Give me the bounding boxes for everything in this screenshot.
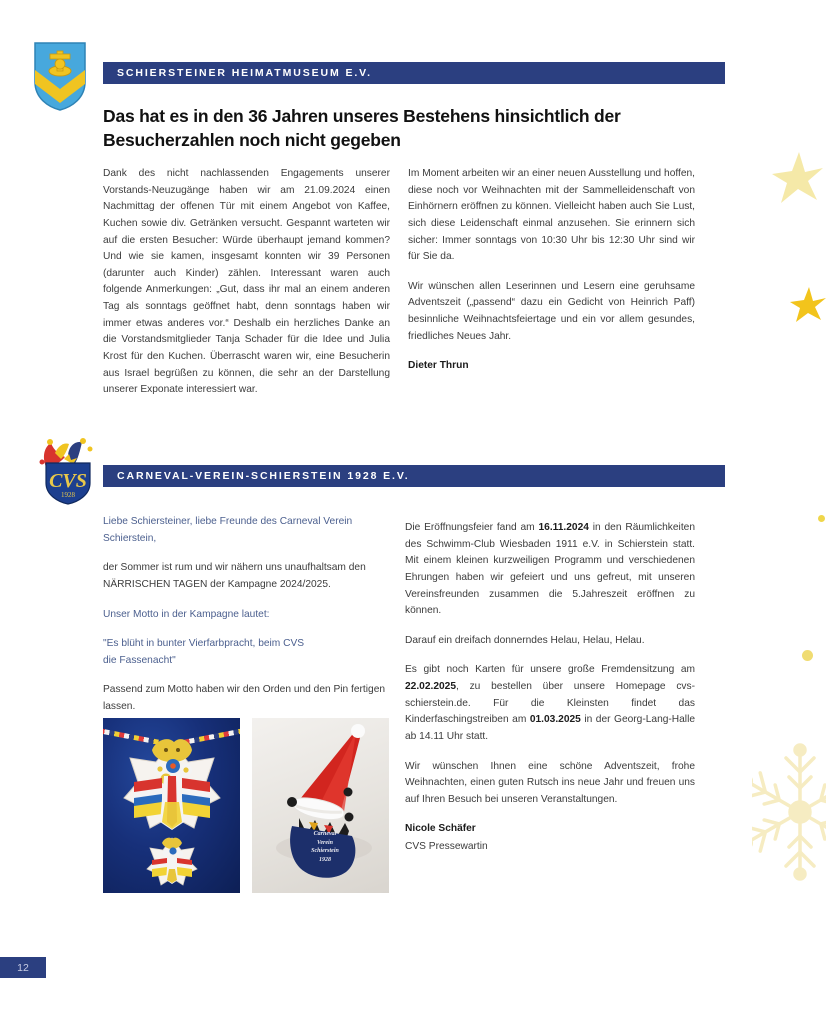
article-signature: Dieter Thrun bbox=[408, 360, 469, 372]
dot-medium-gold-icon bbox=[802, 650, 813, 661]
plaque-line: Verein bbox=[316, 839, 333, 846]
svg-text:1928: 1928 bbox=[61, 491, 75, 499]
article-headline: Das hat es in den 36 Jahren unseres Bestehens hinsichtlich der Besucherzahlen noch nicht gegeben bbox=[103, 106, 621, 151]
section-bar-heimatmuseum bbox=[103, 62, 725, 84]
paragraph: Wir wünschen allen Leserinnen und Lesern eine geruhsame Adventszeit („passend“ dazu ein Gedicht von Heinrich Paff) besinnliche Weihnachtsfeiertage und ein vor allem gesundes, friedliches Neues Jahr. bbox=[408, 280, 695, 342]
plaque-line: Schierstein bbox=[311, 848, 339, 855]
cvs-photo-gallery bbox=[103, 718, 389, 893]
star-large-pale-icon bbox=[772, 150, 824, 206]
text-run: Die Eröffnungsfeier fand am bbox=[405, 522, 539, 533]
paragraph: Darauf ein dreifach donnerndes Helau, Helau, Helau. bbox=[405, 634, 645, 646]
paragraph: Unser Motto in der Kampagne lautet: bbox=[103, 608, 270, 620]
svg-text:CVS: CVS bbox=[49, 470, 87, 492]
text-run: in den Räumlichkeiten des Schwimm-Club Wiesbaden 1911 e.V. in Schierstein statt. Mit einem kleinen kurzweiligen Programm und verschiedenen Ehrungen haben wir gefeiert und uns gefreut, mit unseren Vereinsfreunden zusammen die 5.Jahreszeit eröffnen zu können. bbox=[405, 522, 695, 617]
plaque-line: 1928 bbox=[319, 857, 331, 864]
cvs-body-left bbox=[103, 514, 390, 729]
page-number: 12 bbox=[17, 961, 29, 974]
carnival-orden-small bbox=[143, 836, 201, 888]
text-run: Es gibt noch Karten für unsere große Fremdensitzung am bbox=[405, 664, 695, 676]
paragraph: Im Moment arbeiten wir an einer neuen Ausstellung und hoffen, diese noch vor Weihnachten mit der Sammelleidenschaft von Einhörnern eröffnen zu können. Vielleicht haben auch Sie Lust, sich diese Leidenschaft einmal anzusehen. Sie erinnern sich sicher: Immer sonntags von 10:30 Uhr bis 12:30 Uhr sind wir für Sie da. bbox=[408, 168, 695, 263]
article-body-left bbox=[103, 166, 390, 399]
text-run: in der Georg-Lang-Halle ab 14.11 Uhr statt. bbox=[405, 714, 696, 742]
schiersteiner-heimatmuseum-crest-icon bbox=[32, 40, 88, 117]
text-run: , zu bestellen über unsere Homepage cvs-schierstein.de. Für die Kleinsten findet das Kinderfaschingstreiben am bbox=[405, 681, 695, 726]
paragraph: Passend zum Motto haben wir den Orden und den Pin fertigen lassen. bbox=[103, 684, 386, 712]
snowflake-pale-gold-icon bbox=[752, 742, 826, 887]
carnival-pin-plaque bbox=[294, 830, 356, 878]
section-bar-title: SCHIERSTEINER HEIMATMUSEUM E.V. bbox=[117, 67, 372, 79]
carnival-pin-photo bbox=[252, 718, 389, 893]
article-body-right bbox=[408, 166, 695, 375]
plaque-line: Carneval bbox=[313, 831, 337, 837]
paragraph bbox=[405, 662, 695, 745]
date-emphasis: 22.02.2025 bbox=[405, 681, 456, 692]
star-small-gold-icon bbox=[790, 286, 826, 329]
cvs-signature-role: CVS Pressewartin bbox=[405, 841, 488, 852]
carnival-orden-large bbox=[116, 736, 228, 834]
section-bar-carneval-verein bbox=[103, 465, 725, 487]
paragraph: Wir wünschen Ihnen eine schöne Adventszeit, frohe Weihnachten, einen guten Rutsch ins neue Jahr und freuen uns auf Ihren Besuch bei unseren Veranstaltungen. bbox=[405, 760, 695, 805]
paragraph: Dank des nicht nachlassenden Engagements unserer Vorstands-Neuzugänge haben wir am 21.09.2024 einen Nachmittag der offenen Tür mit einem Angebot von Kaffee, Kuchen sowie div. Getränken versucht. Gespannt warteten wir auf die ersten Besucher: Würde überhaupt jemand kommen? Und wie sie kamen, insgesamt konnten wir 39 Personen (darunter auch Kinder) zählen. Interessant waren auch folgende Anmerkungen: „Gut, dass ihr mal an einem anderen Tag als sonntags geöffnet habt, denn sonntags haben wir immer etwas anderes vor.“ Deshalb ein herzliches Danke an die Vorstandsmitglieder Tanja Schader für die Idee und Julia Krost für den Kuchen. Überrascht waren wir, eine Besucherin aus Israel begrüßen zu können, die sehr an der Darstellung unserer Exponate interessiert war. bbox=[103, 168, 390, 396]
paragraph: die Fassenacht" bbox=[103, 654, 176, 666]
carnival-orden-photo bbox=[103, 718, 240, 893]
paragraph: "Es blüht in bunter Vierfarbpracht, beim CVS bbox=[103, 638, 305, 650]
carneval-verein-schierstein-crest-icon bbox=[34, 437, 100, 510]
dot-small-gold-icon bbox=[818, 515, 825, 522]
cvs-body-right bbox=[405, 520, 695, 869]
page-number-badge bbox=[0, 957, 46, 978]
paragraph bbox=[405, 520, 695, 620]
date-emphasis: 16.11.2024 bbox=[538, 522, 589, 533]
paragraph: Liebe Schiersteiner, liebe Freunde des Carneval Verein Schierstein, bbox=[103, 516, 353, 544]
paragraph: der Sommer ist rum und wir nähern uns unaufhaltsam den NÄRRISCHEN TAGEN der Kampagne 2024/2025. bbox=[103, 562, 366, 590]
section-bar-title: CARNEVAL-VEREIN-SCHIERSTEIN 1928 E.V. bbox=[117, 470, 410, 482]
cvs-signature: Nicole Schäfer bbox=[405, 823, 476, 835]
date-emphasis: 01.03.2025 bbox=[529, 714, 581, 726]
